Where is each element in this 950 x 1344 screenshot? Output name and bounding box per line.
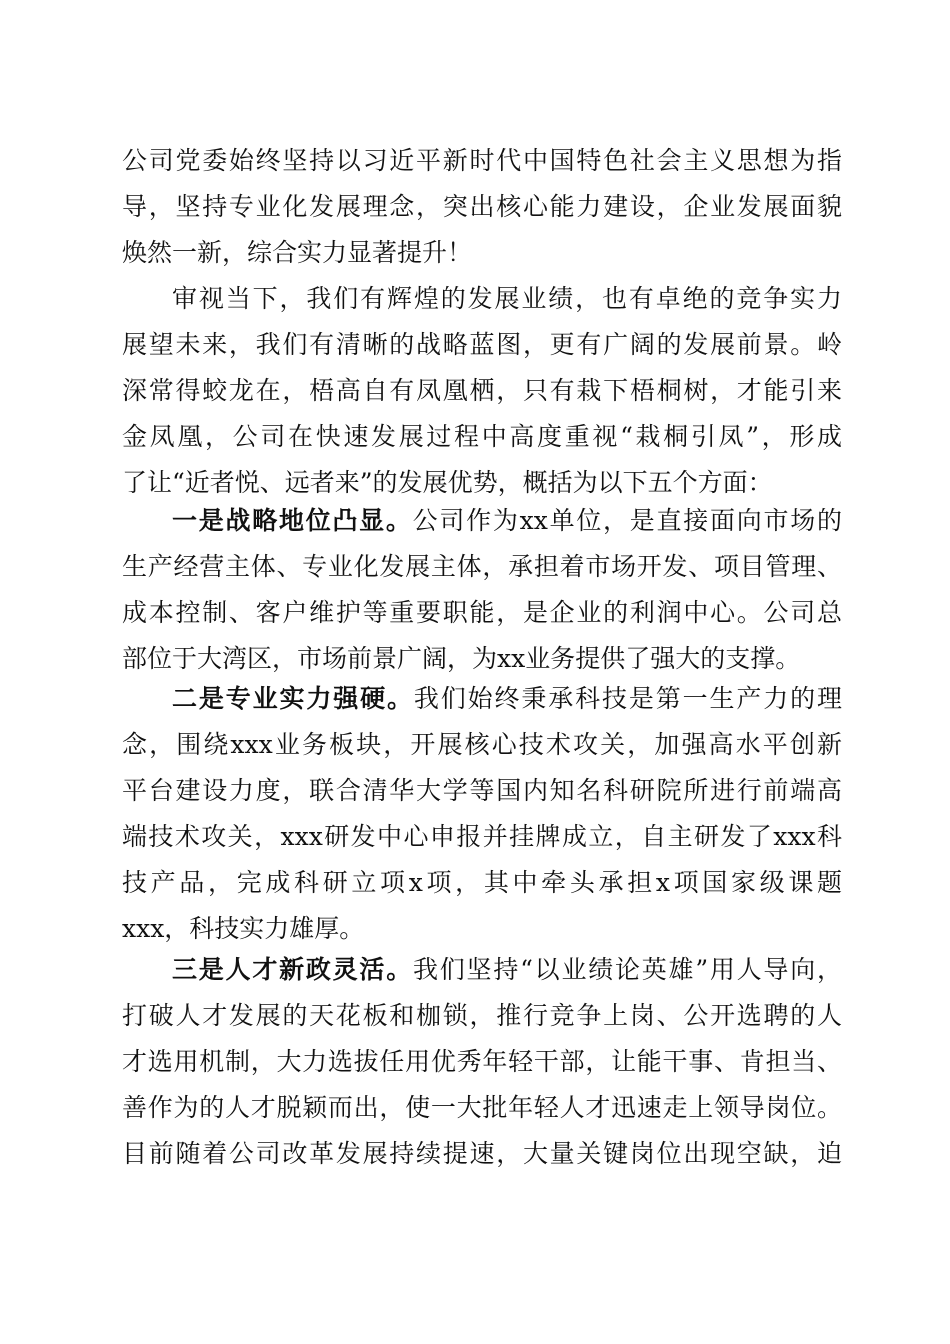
- section-heading: 三是人才新政灵活。: [172, 955, 413, 984]
- section-text: 我们始终秉承科技是第一生产力的理: [413, 684, 842, 713]
- text-line: 焕然一新，综合实力显著提升！: [122, 238, 473, 267]
- text-line: 成本控制、客户维护等重要职能，是企业的利润中心。公司总: [122, 598, 842, 627]
- text-line: 展望未来，我们有清晰的战略蓝图，更有广阔的发展前景。岭: [122, 330, 842, 359]
- section-heading: 一是战略地位凸显。: [172, 506, 413, 535]
- text-line: 生产经营主体、专业化发展主体，承担着市场开发、项目管理、: [122, 552, 842, 581]
- text-line: 公司党委始终坚持以习近平新时代中国特色社会主义思想为指: [122, 146, 842, 175]
- text-line: 平台建设力度，联合清华大学等国内知名科研院所进行前端高: [122, 776, 842, 805]
- text-line: 才选用机制，大力选拔任用优秀年轻干部，让能干事、肯担当、: [122, 1047, 842, 1076]
- text-line: 技产品，完成科研立项x项，其中牵头承担x项国家级课题: [122, 868, 842, 897]
- text-line: 审视当下，我们有辉煌的发展业绩，也有卓绝的竞争实力: [172, 284, 842, 313]
- text-line: [172, 947, 842, 993]
- text-line: 部位于大湾区，市场前景广阔，为xx业务提供了强大的支撑。: [122, 644, 801, 673]
- text-line: 目前随着公司改革发展持续提速，大量关键岗位出现空缺，迫: [122, 1139, 842, 1168]
- text-line: 了让“近者悦、远者来”的发展优势，概括为以下五个方面：: [122, 468, 773, 497]
- section-text: 我们坚持“以业绩论英雄”用人导向，: [413, 955, 842, 984]
- text-line: 打破人才发展的天花板和枷锁，推行竞争上岗、公开选聘的人: [122, 1001, 842, 1030]
- text-line: 导，坚持专业化发展理念，突出核心能力建设，企业发展面貌: [122, 192, 842, 221]
- section-heading: 二是专业实力强硬。: [172, 684, 414, 713]
- text-line: 端技术攻关，xxx研发中心申报并挂牌成立，自主研发了xxx科: [122, 822, 842, 851]
- text-line: xxx，科技实力雄厚。: [122, 914, 365, 943]
- section-text: 公司作为xx单位，是直接面向市场的: [412, 506, 842, 535]
- text-line: 念，围绕xxx业务板块，开展核心技术攻关，加强高水平创新: [122, 730, 842, 759]
- text-line: 深常得蛟龙在，梧高自有凤凰栖，只有栽下梧桐树，才能引来: [122, 376, 842, 405]
- text-line: 善作为的人才脱颖而出，使一大批年轻人才迅速走上领导岗位。: [122, 1093, 842, 1122]
- text-line: [172, 676, 842, 722]
- text-line: 金凤凰，公司在快速发展过程中高度重视“栽桐引凤”，形成: [122, 422, 842, 451]
- text-line: [172, 498, 842, 544]
